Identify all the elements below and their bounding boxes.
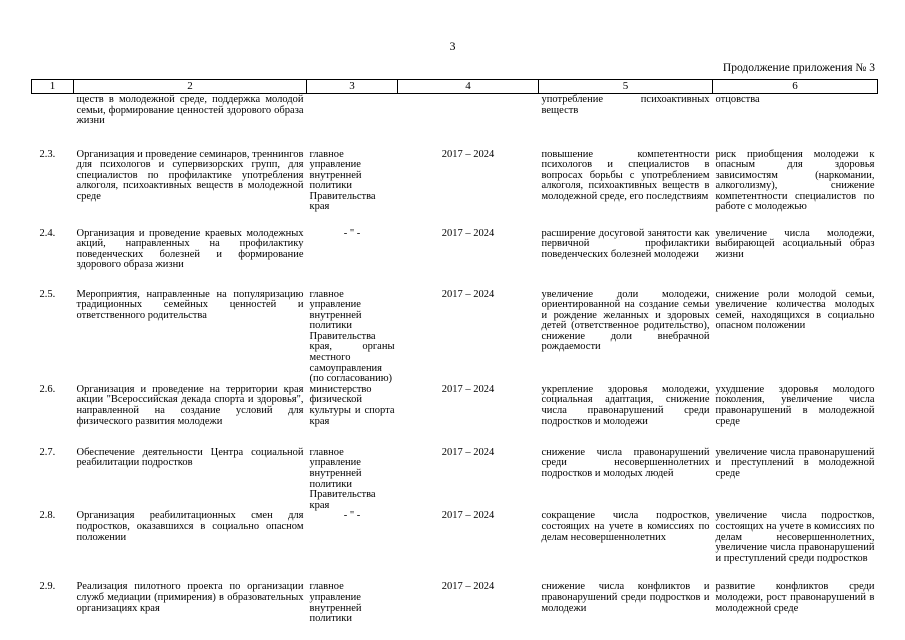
row-number: 2.5. — [39, 288, 56, 300]
activity-text: Организация и проведение краевых молодежных акций, направленных на профилактику поведенческих болезней и формирование здорового образа жизни — [76, 227, 304, 271]
page-number: 3 — [449, 39, 456, 53]
period-text: 2017 – 2024 — [441, 288, 495, 300]
plan-table — [31, 79, 878, 625]
row-number: 2.3. — [39, 148, 56, 160]
column-header-1: 1 — [32, 80, 74, 94]
activity-text: Обеспечение деятельности Центра социальной реабилитации подростков — [76, 446, 304, 469]
consequence-text: увеличение числа молодежи, выбирающей асоциальный образ жизни — [715, 227, 875, 260]
table-row — [32, 229, 878, 290]
continuation-label: Продолжение приложения № 3 — [722, 62, 875, 74]
activity-text: Организация реабилитационных смен для подростков, оказавшихся в социально опасном положении — [76, 510, 304, 543]
responsible-text — [307, 94, 398, 150]
consequence-text: ухудшение здоровья молодого поколения, увеличение числа правонарушений в молодежной среде — [715, 383, 875, 427]
result-text: снижение числа правонарушений среди несовершеннолетних подростков и молодых людей — [541, 446, 710, 480]
column-header-2: 2 — [74, 80, 307, 94]
consequence-text: снижение роли молодой семьи, увеличение количества молодых семей, находящихся в социально опасном положении — [715, 288, 875, 332]
period-text: 2017 – 2024 — [441, 446, 495, 458]
period-text: 2017 – 2024 — [441, 510, 495, 522]
column-header-5: 5 — [539, 80, 713, 94]
table-row — [32, 385, 878, 448]
column-header-3: 3 — [307, 80, 398, 94]
responsible-text: министерство физической культуры и спорта края — [309, 383, 395, 427]
row-number: 2.9. — [39, 581, 56, 593]
responsible-text: главное управление внутренней политики — [309, 581, 362, 625]
activity-text: Организация и проведение семинаров, треннингов для психологов и супервизорских групп, для специалистов по профилактике употребления алкоголя, психоактивных веществ в молодежной среде — [76, 148, 304, 202]
table-row — [32, 150, 878, 229]
row-number — [32, 94, 74, 150]
column-header-6: 6 — [713, 80, 878, 94]
responsible-text: главное управление внутренней политики Правительства края, органы местного самоуправления (по согласованию) — [309, 288, 395, 385]
period-text: 2017 – 2024 — [441, 581, 495, 593]
result-text: повышение компетентности психологов и специалистов в вопросах борьбы с употреблением алкоголя, психоактивных веществ в молодежной среде, его последствиям — [541, 148, 710, 202]
activity-text: Мероприятия, направленные на популяризацию традиционных семейных ценностей и ответственного родительства — [76, 288, 304, 321]
consequence-text: увеличение числа подростков, состоящих на учете в комиссиях по делам несовершеннолетних, увеличение числа правонарушений и преступлений среди подростков — [715, 510, 875, 564]
result-text: увеличение доли молодежи, ориентированной на создание семьи и рождение желанных и здоровых детей (ответственное родительство), снижение доли внебрачной рождаемости — [541, 288, 710, 353]
consequence-text: риск приобщения молодежи к опасным для здоровья зависимостям (наркомании, алкоголизму), снижение компетентности специалистов по работе с молодежью — [715, 148, 875, 213]
row-number: 2.6. — [39, 383, 56, 395]
consequence-text: развитие конфликтов среди молодежи, рост правонарушений в молодежной среде — [715, 581, 875, 614]
row-number: 2.4. — [39, 227, 56, 239]
continued-row — [32, 94, 878, 150]
row-number: 2.7. — [39, 446, 56, 458]
consequence-text: увеличение числа правонарушений и преступлений в молодежной среде — [715, 446, 875, 480]
activity-text: Организация и проведение на территории края акции "Всероссийская декада спорта и здоровья", направленной на создание условий для физического развития молодежи — [76, 383, 304, 427]
responsible-text: главное управление внутренней политики Правительства края — [309, 446, 376, 511]
column-number-row — [32, 80, 878, 94]
period-text: 2017 – 2024 — [441, 383, 495, 395]
result-text: снижение числа конфликтов и правонарушений среди подростков и молодежи — [541, 581, 710, 614]
responsible-text: - " - — [343, 510, 361, 522]
table-row — [32, 582, 878, 624]
activity-text: Реализация пилотного проекта по организации служб медиации (примирения) в образовательных организациях края — [76, 581, 304, 614]
responsible-text: главное управление внутренней политики Правительства края — [309, 148, 376, 213]
row-number: 2.8. — [39, 510, 56, 522]
table-row — [32, 290, 878, 385]
period-text: 2017 – 2024 — [441, 227, 495, 239]
period-text — [398, 94, 539, 150]
result-text: сокращение числа подростков, состоящих на учете в комиссиях по делам несовершеннолетних — [541, 510, 710, 543]
result-text: расширение досуговой занятости как первичной профилактики поведенческих болезней молодежи — [541, 227, 710, 260]
period-text: 2017 – 2024 — [441, 148, 495, 160]
activity-text: ществ в молодежной среде, поддержка молодой семьи, формирование ценностей здорового образа жизни — [76, 94, 304, 127]
result-text: употребление психоактивных веществ — [541, 94, 710, 116]
table-row — [32, 511, 878, 582]
column-header-4: 4 — [398, 80, 539, 94]
table-row — [32, 448, 878, 512]
result-text: укрепление здоровья молодежи, социальная адаптация, снижение числа правонарушений среди подростков и молодежи — [541, 383, 710, 427]
responsible-text: - " - — [343, 227, 361, 239]
consequence-text: отцовства — [715, 94, 760, 105]
